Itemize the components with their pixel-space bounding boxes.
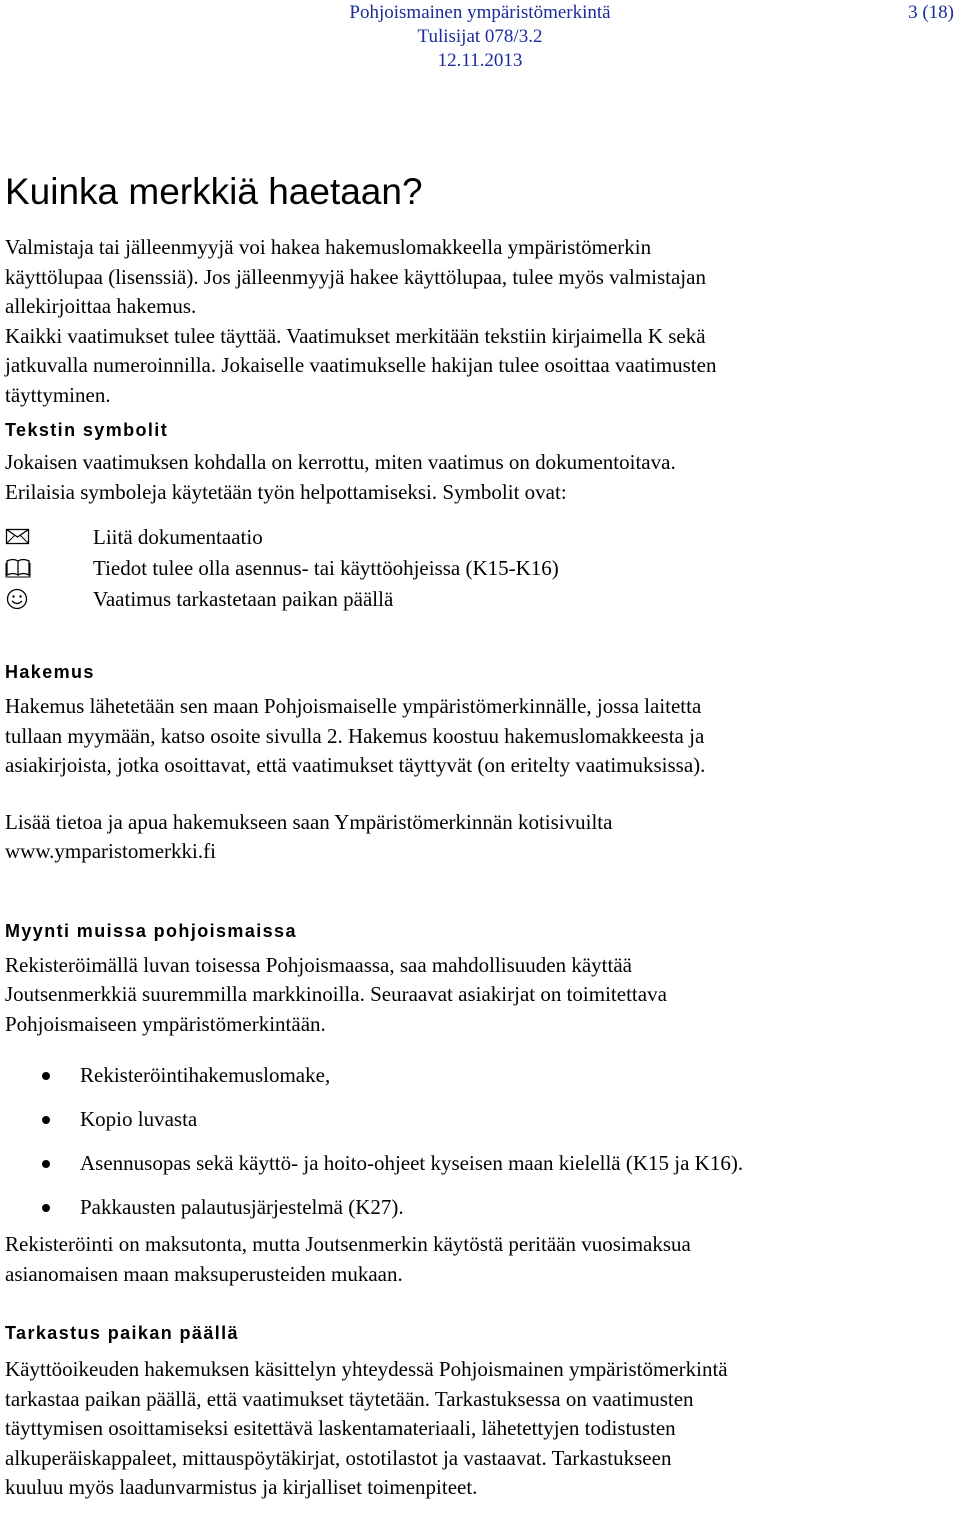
inspection-line: tarkastaa paikan päällä, että vaatimukset täytetään. Tarkastuksessa on vaatimusten xyxy=(5,1386,694,1411)
section-heading: Tarkastus paikan päällä xyxy=(5,1323,239,1343)
bullet-icon xyxy=(42,1204,50,1212)
symbol-label: Vaatimus tarkastetaan paikan päällä xyxy=(93,587,394,611)
header-date: 12.11.2013 xyxy=(437,50,523,71)
fee-line: asianomaisen maan maksuperusteiden mukaan. xyxy=(5,1261,403,1286)
intro-line: käyttölupaa (lisenssiä). Jos jälleenmyyjä hakee käyttölupaa, tulee myös valmistajan xyxy=(5,264,706,289)
intro-section xyxy=(5,233,950,410)
intro-line: Valmistaja tai jälleenmyyjä voi hakea hakemuslomakkeella ympäristömerkin xyxy=(5,235,652,259)
symbols-text-line: Jokaisen vaatimuksen kohdalla on kerrottu, miten vaatimus on dokumentoitava. xyxy=(5,450,676,474)
list-item-text: Rekisteröintihakemuslomake, xyxy=(80,1063,331,1087)
document-bullet-list xyxy=(5,1061,950,1230)
header-center-block xyxy=(0,1,960,73)
fee-line: Rekisteröinti on maksutonta, mutta Joutsenmerkin käytöstä peritään vuosimaksua xyxy=(5,1232,691,1256)
intro-line: täyttyminen. xyxy=(5,382,111,407)
application-line: tullaan myymään, katso osoite sivulla 2. Hakemus koostuu hakemuslomakkeesta ja xyxy=(5,723,705,748)
envelope-icon xyxy=(5,526,33,548)
symbol-list xyxy=(5,522,950,615)
inspection-line: kuuluu myös laadunvarmistus ja kirjalliset toimenpiteet. xyxy=(5,1475,478,1499)
nordic-sales-line: Pohjoismaiseen ympäristömerkintään. xyxy=(5,1011,326,1036)
symbol-label: Liitä dokumentaatio xyxy=(93,525,263,549)
list-item xyxy=(5,1193,950,1230)
symbols-section xyxy=(5,416,950,615)
application-line: asiakirjoista, jotka osoittavat, että vaatimukset täyttyvät (on eritelty vaatimuksissa). xyxy=(5,753,706,777)
inspection-line: täyttymisen osoittamiseksi esitettävä laskentamateriaali, lähetettyjen todistusten xyxy=(5,1416,676,1440)
section-heading: Myynti muissa pohjoismaissa xyxy=(5,920,297,941)
list-item-text: Pakkausten palautusjärjestelmä (K27). xyxy=(80,1195,404,1219)
more-info-line: Lisää tietoa ja apua hakemukseen saan Ympäristömerkinnän kotisivuilta xyxy=(5,809,613,834)
application-section xyxy=(5,658,950,867)
symbol-label: Tiedot tulee olla asennus- tai käyttöohjeissa (K15-K16) xyxy=(93,556,559,580)
inspection-line: alkuperäiskappaleet, mittauspöytäkirjat, ostotilastot ja vastaavat. Tarkastukseen xyxy=(5,1445,672,1470)
application-line: Hakemus lähetetään sen maan Pohjoismaiselle ympäristömerkinnälle, jossa laitetta xyxy=(5,694,702,718)
page-header xyxy=(0,0,960,80)
bullet-icon xyxy=(42,1072,50,1080)
inspection-section xyxy=(5,1319,950,1503)
section-heading: Tekstin symbolit xyxy=(5,420,169,440)
page-number: 3 (18) xyxy=(908,2,954,23)
list-item xyxy=(5,1105,950,1149)
page-content xyxy=(5,172,950,1503)
list-item-text: Asennusopas sekä käyttö- ja hoito-ohjeet kyseisen maan kielellä (K15 ja K16). xyxy=(80,1151,744,1175)
smiley-icon xyxy=(5,588,33,610)
section-heading: Hakemus xyxy=(5,662,95,682)
nordic-sales-line: Joutsenmerkkiä suuremmilla markkinoilla. Seuraavat asiakirjat on toimitettava xyxy=(5,982,667,1006)
symbol-item xyxy=(5,553,950,584)
inspection-line: Käyttöoikeuden hakemuksen käsittelyn yhteydessä Pohjoismainen ympäristömerkintä xyxy=(5,1357,728,1381)
bullet-icon xyxy=(42,1116,50,1124)
list-item-text: Kopio luvasta xyxy=(80,1107,198,1131)
list-item xyxy=(5,1149,950,1193)
header-document-id: Tulisijat 078/3.2 xyxy=(417,26,543,47)
symbols-text-line: Erilaisia symboleja käytetään työn helpottamiseksi. Symbolit ovat: xyxy=(5,479,567,504)
intro-line: allekirjoittaa hakemus. xyxy=(5,294,197,318)
intro-line: jatkuvalla numeroinnilla. Jokaiselle vaatimukselle hakijan tulee osoittaa vaatimusten xyxy=(5,353,717,377)
symbol-item xyxy=(5,584,950,615)
symbol-item xyxy=(5,522,950,553)
nordic-sales-line: Rekisteröimällä luvan toisessa Pohjoismaassa, saa mahdollisuuden käyttää xyxy=(5,952,632,977)
header-title: Pohjoismainen ympäristömerkintä xyxy=(349,2,611,23)
intro-line: Kaikki vaatimukset tulee täyttää. Vaatimukset merkitään tekstiin kirjaimella K sekä xyxy=(5,323,706,348)
book-icon xyxy=(5,557,33,579)
website-link[interactable]: www.ymparistomerkki.fi xyxy=(5,839,216,863)
page-title: Kuinka merkkiä haetaan? xyxy=(5,171,423,212)
bullet-icon xyxy=(42,1160,50,1168)
list-item xyxy=(5,1061,950,1105)
nordic-sales-section xyxy=(5,917,950,1290)
